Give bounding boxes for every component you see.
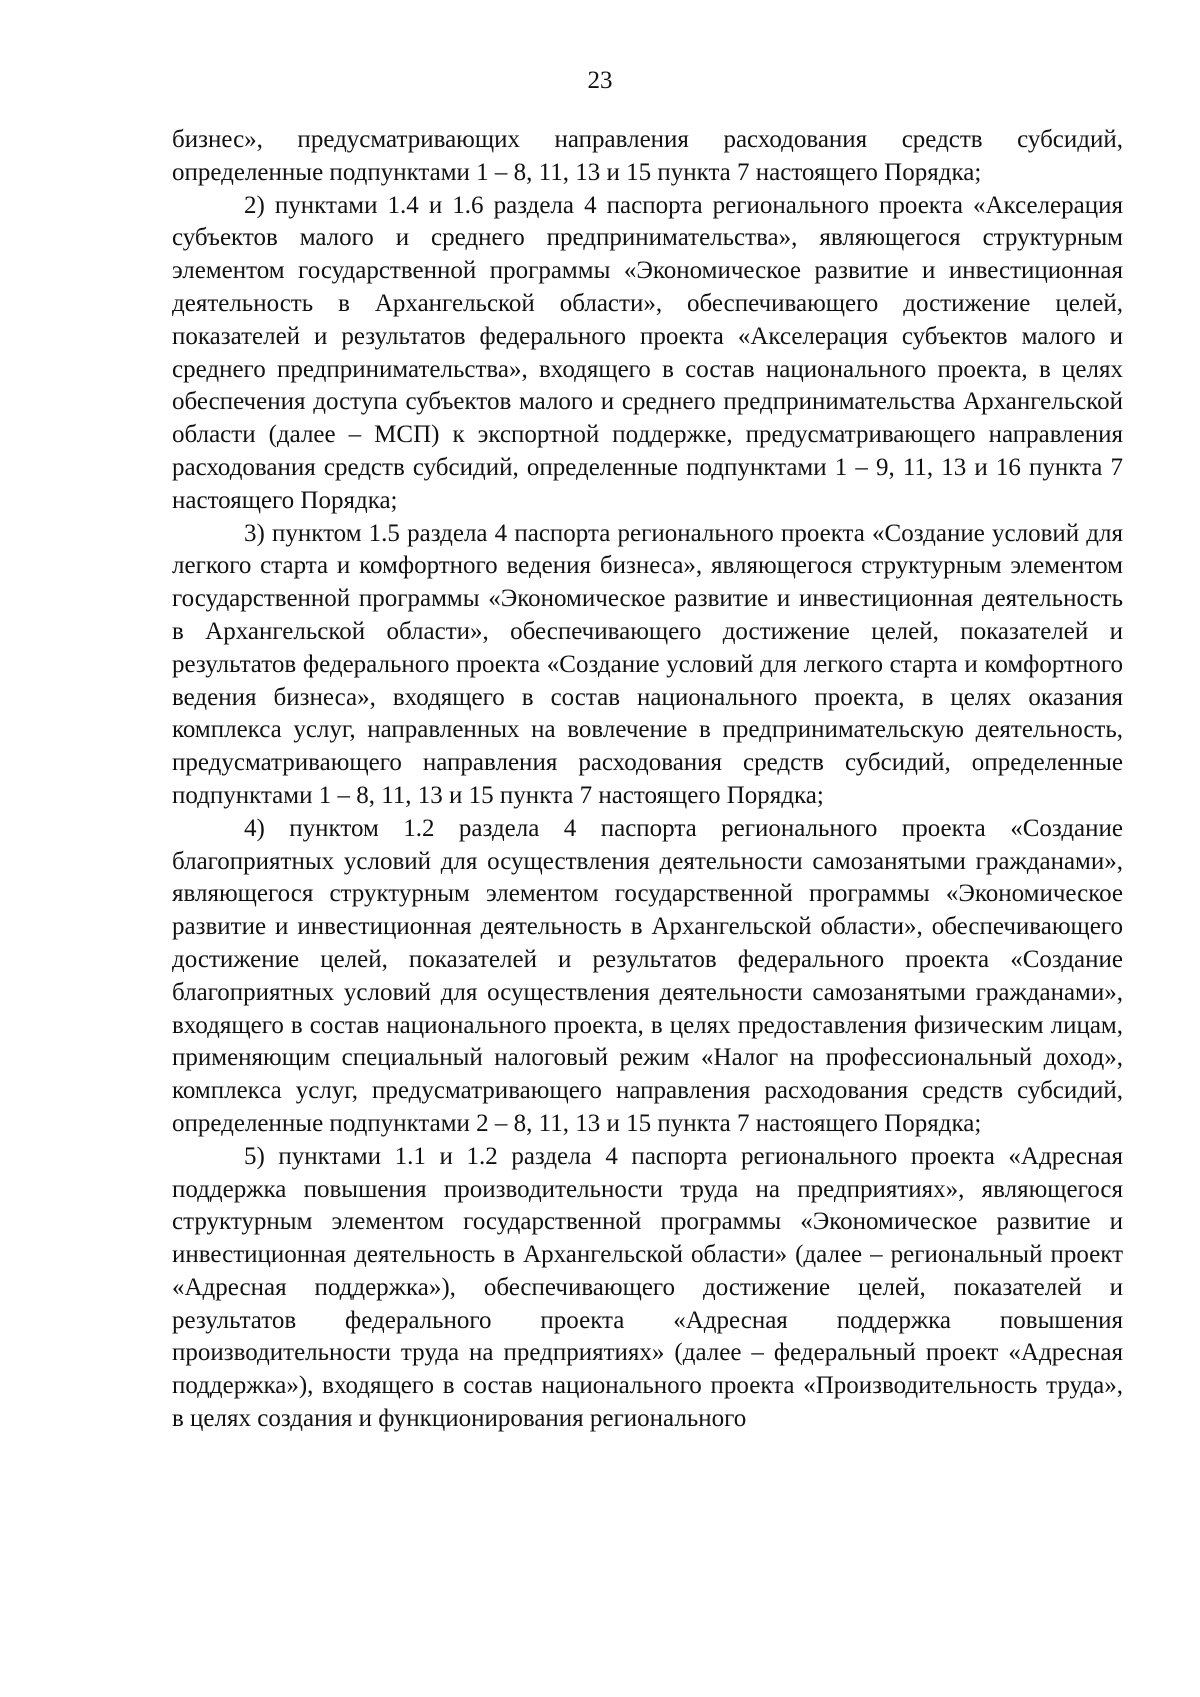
paragraph-item-5: 5) пунктами 1.1 и 1.2 раздела 4 паспорта регионального проекта «Адресная поддержка повышения производительности труда на предприятиях», являющегося структурным элементом государственной программы «Экономическое развитие и инвестиционная деятельность в Архангельской области» (далее – региональный проект «Адресная поддержка»), обеспечивающего достижение целей, показателей и результатов федерального проекта «Адресная поддержка повышения производительности труда на предприятиях» (далее – федеральный проект «Адресная поддержка»), входящего в состав национального проекта «Производительность труда», в целях создания и функционирования регионального (172, 1142, 1123, 1433)
paragraph-item-3: 3) пунктом 1.5 раздела 4 паспорта регионального проекта «Создание условий для легкого старта и комфортного ведения бизнеса», являющегося структурным элементом государственной программы «Экономическое развитие и инвестиционная деятельность в Архангельской области», обеспечивающего достижение целей, показателей и результатов федерального проекта «Создание условий для легкого старта и комфортного ведения бизнеса», входящего в состав национального проекта, в целях оказания комплекса услуг, направленных на вовлечение в предпринимательскую деятельность, предусматривающего направления расходования средств субсидий, определенные подпунктами 1 – 8, 11, 13 и 15 пункта 7 настоящего Порядка; (172, 519, 1123, 809)
paragraph-continuation: бизнес», предусматривающих направления расходования средств субсидий, определенные подпунктами 1 – 8, 11, 13 и 15 пункта 7 настоящего Порядка; (172, 126, 1123, 186)
paragraph-item-4: 4) пунктом 1.2 раздела 4 паспорта регионального проекта «Создание благоприятных условий для осуществления деятельности самозанятыми гражданами», являющегося структурным элементом государственной программы «Экономическое развитие и инвестиционная деятельность в Архангельской области», обеспечивающего достижение целей, показателей и результатов федерального проекта «Создание благоприятных условий для осуществления деятельности самозанятыми гражданами», входящего в состав национального проекта, в целях предоставления физическим лицам, применяющим специальный налоговый режим «Налог на профессиональный доход», комплекса услуг, предусматривающего направления расходования средств субсидий, определенные подпунктами 2 – 8, 11, 13 и 15 пункта 7 настоящего Порядка; (172, 814, 1123, 1137)
paragraph-item-2: 2) пунктами 1.4 и 1.6 раздела 4 паспорта регионального проекта «Акселерация субъектов малого и среднего предпринимательства», являющегося структурным элементом государственной программы «Экономическое развитие и инвестиционная деятельность в Архангельской области», обеспечивающего достижение целей, показателей и результатов федерального проекта «Акселерация субъектов малого и среднего предпринимательства», входящего в состав национального проекта, в целях обеспечения доступа субъектов малого и среднего предпринимательства Архангельской области (далее – МСП) к экспортной поддержке, предусматривающего направления расходования средств субсидий, определенные подпунктами 1 – 9, 11, 13 и 16 пункта 7 настоящего Порядка; (172, 191, 1123, 514)
document-body (172, 124, 1123, 1436)
page-number: 23 (587, 67, 613, 94)
